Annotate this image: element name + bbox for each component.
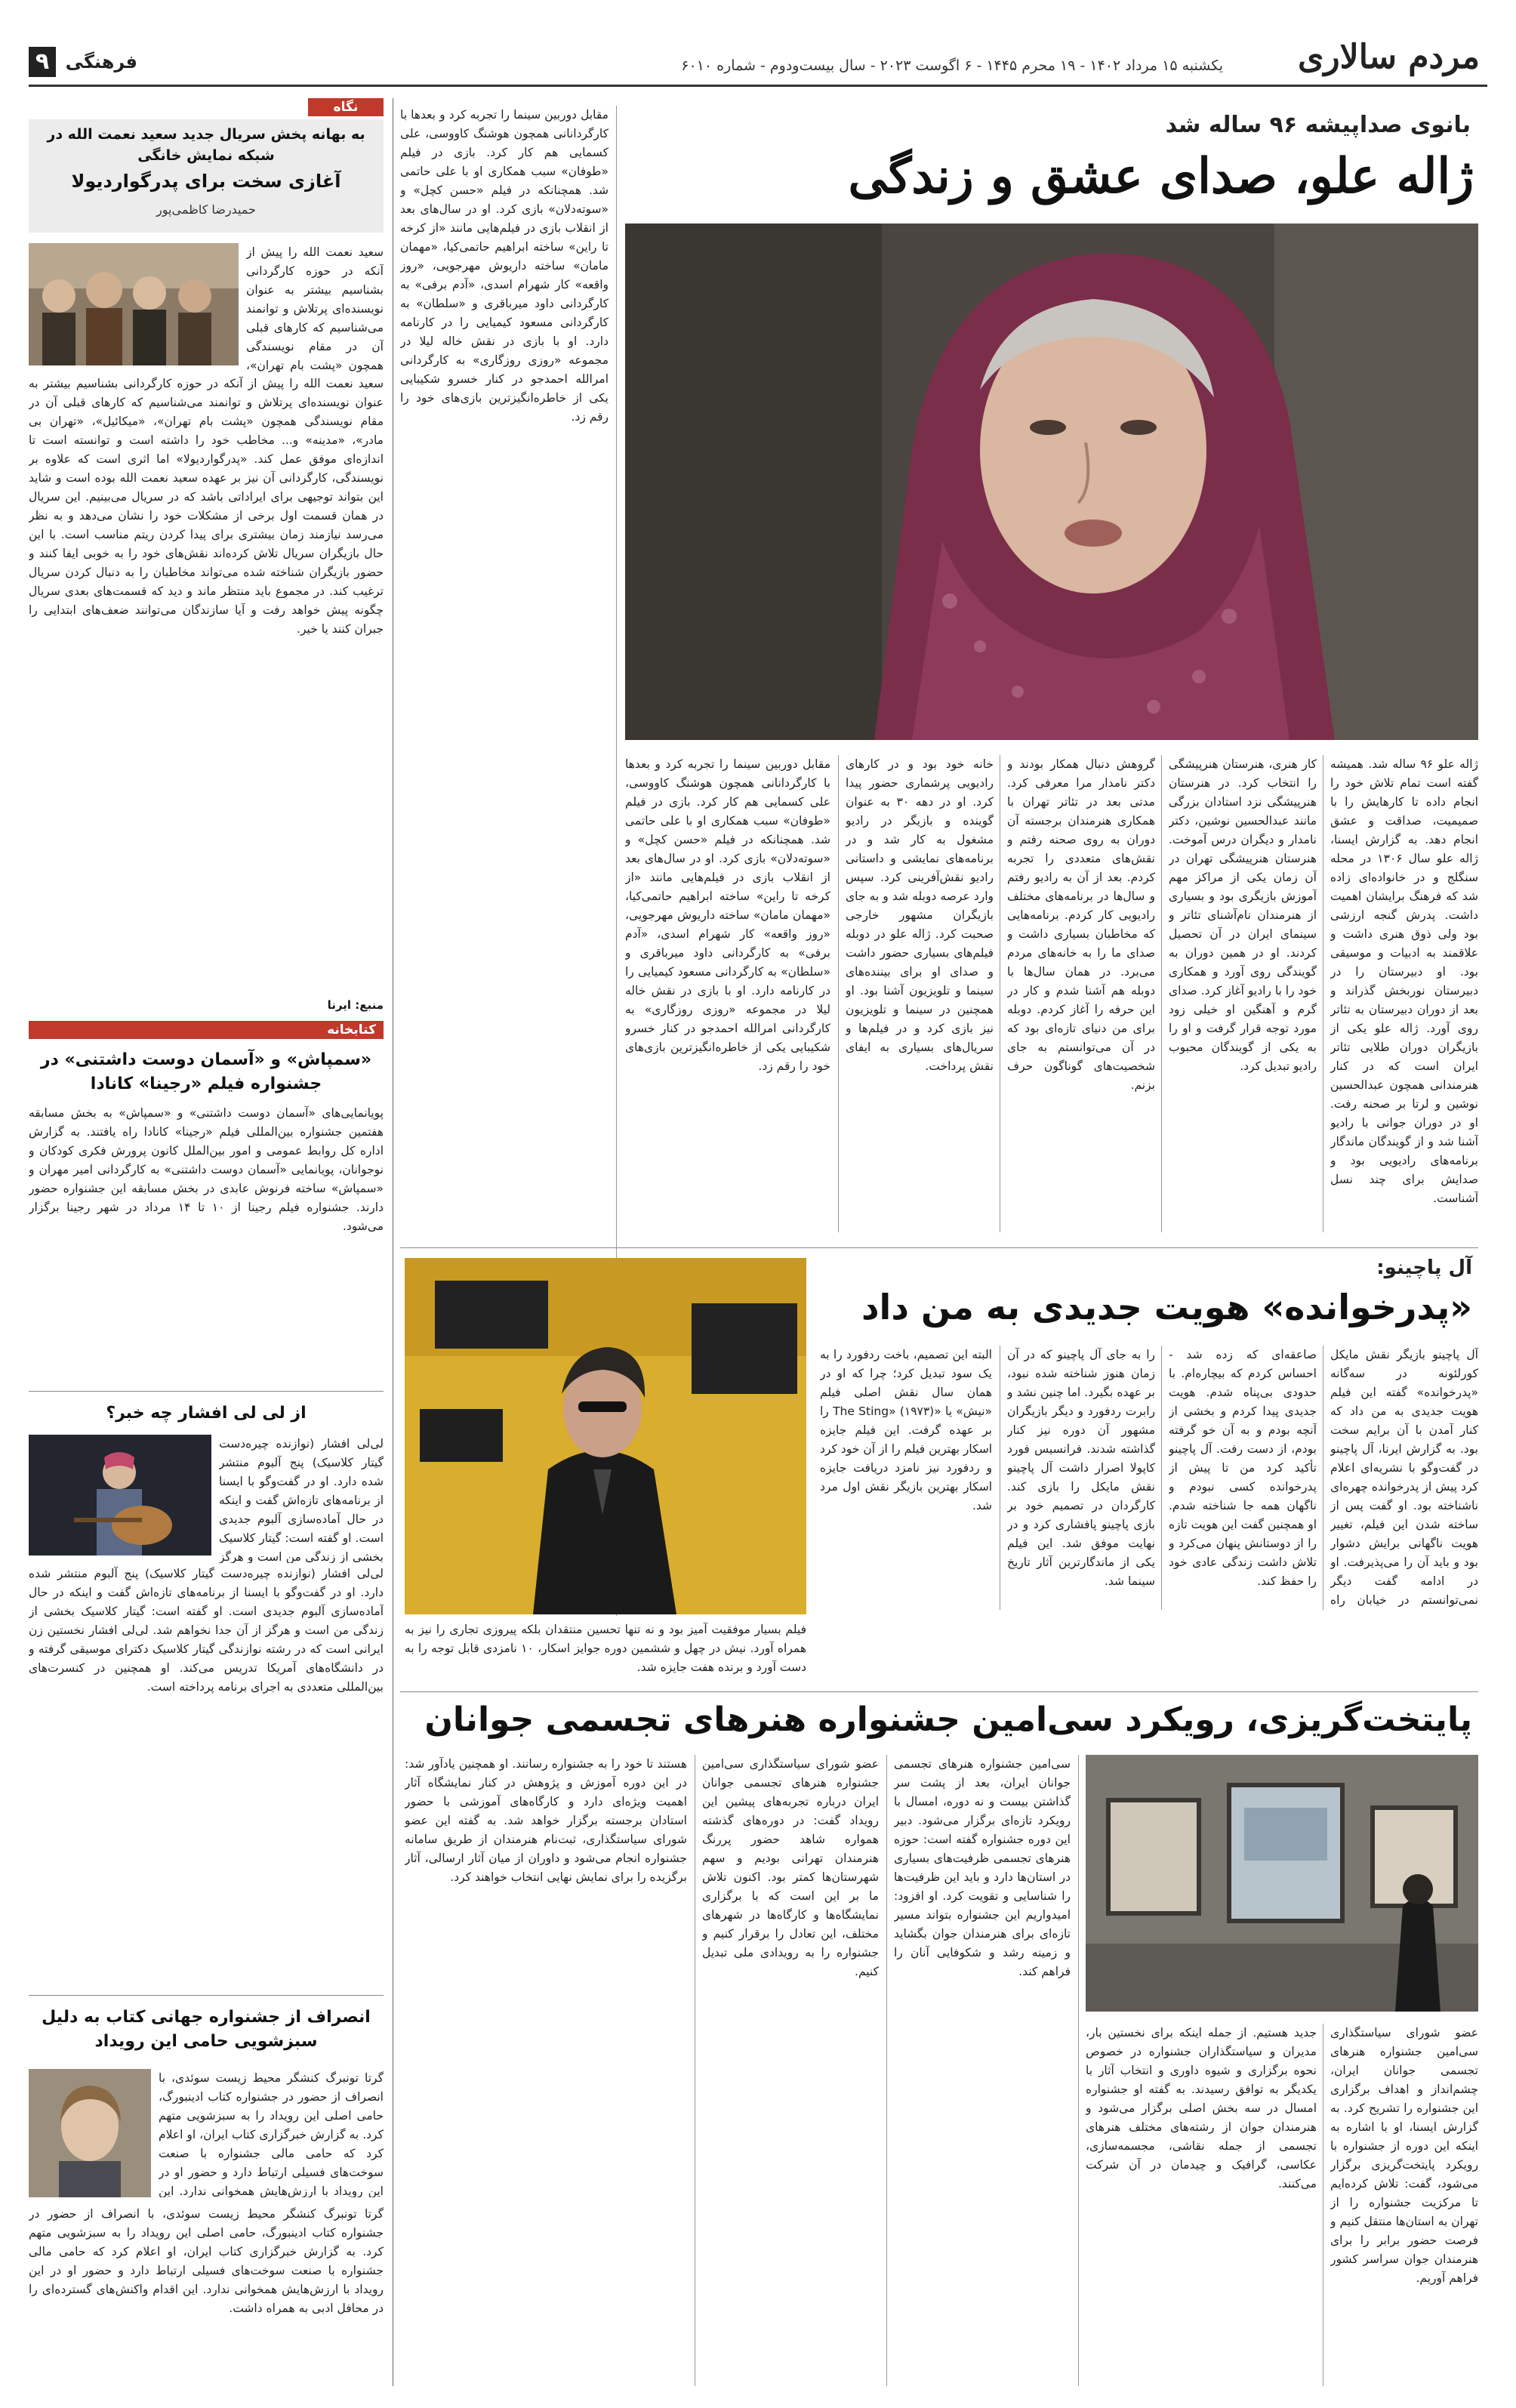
brief3-photo [29,2069,151,2197]
festival-col-4: عضو شورای سیاستگذاری سی‌امین جشنواره هنرهای تجسمی جوانان ایران درباره تجربه‌های پیشین این رویداد گفت: در دوره‌های گذشته همواره شاهد حضور پررنگ هنرمندان تهرانی بودیم و سهم شهرستان‌ها کمتر بود. اکنون تلاش ما بر این است که با برگزاری نمایشگاه‌ها و کارگاه‌ها در شهرهای مختلف، این تعادل را برقرار کنیم و جشنواره را به رویدادی ملی تبدیل کنیم. [702,1757,879,1978]
note-label: نگاه [308,98,384,116]
brief3-body-top: گرتا تونبرگ کنشگر محیط زیست سوئدی، با انصراف از حضور در جشنواره کتاب ادینبورگ، حامی اصلی این رویداد را به سبزشویی متهم کرد. به گزارش خبرگزاری کتاب ایران، او اعلام کرد که حامی مالی جشنواره با صنعت سوخت‌های فسیلی ارتباط دارد و حضور او در این رویداد با ارزش‌هایش همخوانی ندارد. این [159,2071,384,2197]
main-col-3: گروهش دنبال همکار بودند و دکتر نامدار مرا معرفی کرد. مدتی بعد در تئاتر تهران با همکاری هنرمندان برجسته آن دوران به روی صحنه رفتم و نقش‌های متعددی را تجربه کردم. بعد از آن به رادیو رفتم و سال‌ها در برنامه‌های مختلف رادیویی کار کردم. برنامه‌هایی که مخاطبان بسیاری داشت و صدای ما را به خانه‌های مردم می‌برد. در همان سال‌ها با دوبله هم آشنا شدم و کار در این حرفه را آغاز کردم. دوبله برای من دنیای تازه‌ای بود که در آن می‌توانستم به جای شخصیت‌های گوناگون حرف بزنم. [1007,757,1155,1092]
brief1-body: پویانمایی‌های «آسمان دوست داشتنی» و «سمپاش» به بخش مسابقه هفتمین جشنواره بین‌المللی فیلم «رجینا» کانادا راه یافتند. به گزارش اداره کل روابط عمومی و امور بین‌الملل کانون پرورش فکری کودکان و نوجوانان، پویانمایی «آسمان دوست داشتنی» به کارگردانی امیر مهران و «سمپاش» ساخته فرنوش عابدی در بخش مسابقه این جشنواره حضور دارند. جشنواره فیلم رجینا از ۱۰ تا ۱۴ مرداد در شهر رجینا برگزار می‌شود. [29,1106,384,1233]
portrait-illustration [625,224,1478,740]
brief-rule [29,1995,384,1996]
brief2-photo [29,1435,211,1555]
series-author: حمیدرضا کاظمی‌پور [156,202,256,217]
col-divider [838,755,839,1232]
main-col-6: مقابل دوربین سینما را تجربه کرد و بعدها با کارگردانانی همچون هوشنگ کاووسی، علی کسمایی هم کار کرد. بازی در فیلم «طوفان» سبب همکاری او با علی حاتمی شد. همچنانکه در فیلم «حسن کچل» و «سوته‌دلان» بازی کرد. او در سال‌های بعد از انقلاب بازی در فیلم‌هایی مانند «از کرخه تا راین» ساخته ابراهیم حاتمی‌کیا، «مهمان مامان» ساخته داریوش مهرجویی، «روز واقعه» کار شهرام اسدی، «آدم برفی» به کارگردانی داود میرباقری و «سلطان» به کارگردانی مسعود کیمیایی را در کارنامه دارد. او با بازی در نقش خاله لیلا در مجموعه «روزی روزگاری» به کارگردانی امرالله احمدجو در کنار خسرو شکیبایی یکی از خاطره‌انگیزترین بازی‌های خود را رقم زد. [400,108,609,424]
brief2-body: لی‌لی افشار (نوازنده چیره‌دست گیتار کلاسیک) پنج آلبوم منتشر شده دارد. او در گفت‌وگو با ایسنا از برنامه‌های تازه‌اش گفت و اینکه در حال آماده‌سازی آلبوم جدیدی است. او گفته است: گیتار کلاسیک بخشی از زندگی من است و هرگز از آن جدا نخواهم شد. لی‌لی افشار نخستین زن ایرانی است که در رشته نوازندگی گیتار کلاسیک دکترای موسیقی گرفته و در دانشگاه‌های آمریکا تدریس می‌کند. او همچنین در کنسرت‌های بین‌المللی متعددی به اجرای برنامه پرداخته است. [29,1567,384,1694]
brief3-body: گرتا تونبرگ کنشگر محیط زیست سوئدی، با انصراف از حضور در جشنواره کتاب ادینبورگ، حامی اصلی این رویداد را به سبزشویی متهم کرد. به گزارش خبرگزاری کتاب ایران، او اعلام کرد که حامی مالی جشنواره با صنعت سوخت‌های فسیلی ارتباط دارد و حضور او در این رویداد با ارزش‌هایش همخوانی ندارد. این اقدام واکنش‌های گسترده‌ای را در محافل ادبی به همراه داشت. [29,2207,384,2315]
brief2-title: از لی لی افشار چه خبر؟ [106,1404,307,1423]
festival-col-5: هستند تا خود را به جشنواره رسانند. او همچنین یادآور شد: در این دوره آموزش و پژوهش در کنار نمایشگاه آثار اهمیت ویژه‌ای دارد و کارگاه‌های آموزشی با حضور استادان برجسته برگزار خواهد شد. به گفته این عضو شورای سیاستگذاری، ثبت‌نام هنرمندان از طریق سامانه جشنواره انجام می‌شود و داوران از میان آثار ارسالی، آثار برگزیده را برای نمایش نهایی انتخاب خواهند کرد. [405,1757,687,1884]
main-title: ژاله علو، صدای عشق و زندگی [848,148,1474,205]
series-body-top: سعید نعمت الله را پیش از آنکه در حوزه کارگردانی بشناسیم بیشتر به عنوان نویسنده‌ای پرتلاش و توانمند می‌شناسیم که کارهای قبلی آن در مقام نویسندگی همچون «پشت بام تهران»، [246,245,384,372]
main-col-5: مقابل دوربین سینما را تجربه کرد و بعدها با کارگردانانی همچون هوشنگ کاووسی، علی کسمایی هم کار کرد. بازی در فیلم «طوفان» سبب همکاری او با علی حاتمی شد. همچنانکه در فیلم «حسن کچل» و «سوته‌دلان» بازی کرد. او در سال‌های بعد از انقلاب بازی در فیلم‌هایی مانند «از کرخه تا راین» ساخته ابراهیم حاتمی‌کیا، «مهمان مامان» ساخته داریوش مهرجویی، «روز واقعه» کار شهرام اسدی، «آدم برفی» به کارگردانی داود میرباقری و «سلطان» به کارگردانی مسعود کیمیایی را در کارنامه دارد. او با بازی در نقش خاله لیلا در مجموعه «روزی روزگاری» به کارگردانی امرالله احمدجو در کنار خسرو شکیبایی یکی از خاطره‌انگیزترین بازی‌های خود را رقم زد. [625,757,830,1073]
brief2-body-top: لی‌لی افشار (نوازنده چیره‌دست گیتار کلاسیک) پنج آلبوم منتشر شده دارد. او در گفت‌وگو با ایسنا از برنامه‌های تازه‌اش گفت و اینکه در حال آماده‌سازی آلبوم جدیدی است. او گفته است: گیتار کلاسیک بخشی از زندگی من است و هرگز [219,1437,384,1563]
series-headline: آغازی سخت برای پدرگواردیولا [71,171,341,192]
col-divider [1161,755,1162,1232]
main-col-2: کار هنری، هنرستان هنرپیشگی را انتخاب کرد. در هنرستان هنرپیشگی نزد استادان بزرگی مانند عبدالحسین نوشین، دکتر نامدار و دیگران درس آموخت. هنرستان هنرپیشگی تهران در آن زمان یکی از مراکز مهم آموزش بازیگری بود و بسیاری از هنرمندان نام‌آشنای تئاتر و سینمای ایران در آن تحصیل کردند. او در همین دوران به گویندگی روی آورد و همکاری خود را با رادیو آغاز کرد. صدای گرم و آهنگین او خیلی زود مورد توجه قرار گرفت و او را به یکی از گویندگان محبوب رادیو تبدیل کرد. [1169,757,1317,1073]
masthead-rule [29,85,1487,87]
pacino-illustration [405,1258,806,1614]
festival-col-1: عضو شورای سیاستگذاری سی‌امین جشنواره هنرهای تجسمی جوانان ایران، چشم‌انداز و اهداف برگزاری این جشنواره را تشریح کرد. به گزارش ایسنا، او با اشاره به اینکه این دوره از جشنواره با رویکرد پایتخت‌گریزی برگزار می‌شود، گفت: تلاش کرده‌ایم تا مرکزیت جشنواره را از تهران به استان‌ها منتقل کنیم و فرصت حضور برابر را برای هنرمندان جوان سراسر کشور فراهم آوریم. [1330,2026,1478,2285]
pacino-col-1: آل پاچینو بازیگر نقش مایکل کورلئونه در سه‌گانه «پدرخوانده» گفته این فیلم هویت جدیدی به من داد که کنار آمدن با آن برایم سخت بود. به گزارش ایرنا، آل پاچینو در گفت‌وگو با نشریه‌ای اعلام کرد پیش از پدرخوانده چهره‌ای ناشناخته بود. او گفت پس از ساخته شدن این فیلم، تغییر هویت ناگهانی برایش دشوار بود و باید آن را می‌پذیرفت. او در ادامه گفت دیگر نمی‌توانستم در خیابان راه [1330,1348,1478,1607]
col-divider [1078,1755,1079,2386]
festival-col-2: جدید هستیم. از جمله اینکه برای نخستین بار، مدیران و سیاستگذاران جشنواره در خصوص نحوه برگزاری و شیوه داوری و انتخاب آثار با یکدیگر به توافق رسیدند. به گفته او جشنواره امسال در سه بخش اصلی برگزار می‌شود و هنرمندان جوان از رشته‌های مختلف هنرهای تجسمی از جمله نقاشی، مجسمه‌سازی، عکاسی، گرافیک و چیدمان در آن شرکت می‌کنند. [1086,2026,1317,2191]
pacino-col-3: را به جای آل پاچینو که در آن زمان هنوز شناخته شده نبود، بر عهده بگیرد. اما چنین نشد و رابرت ردفورد و دیگر بازیگران مشهور آن دوره نیز کنار گذاشته شدند. فرانسیس فورد کاپولا اصرار داشت آل پاچینو نقش مایکل را بازی کند. کارگردان در تصمیم خود بر بازی پاچینو پافشاری کرد و در نهایت موفق شد. این فیلم یکی از ماندگارترین آثار تاریخ سینما شد. [1007,1348,1155,1588]
col-divider [886,1755,887,2386]
main-kicker: بانوی صداپیشه ۹۶ ساله شد [1165,112,1471,138]
issue-line: یکشنبه ۱۵ مرداد ۱۴۰۲ - ۱۹ محرم ۱۴۴۵ - ۶ اگوست ۲۰۲۳ - سال بیست‌ودوم - شماره ۶۰۱۰ [681,57,1223,74]
page-number-box [29,47,56,77]
brief-label: کتابخانه [29,1021,384,1039]
masthead-logo: مردم سالاری [1297,38,1480,76]
brief3-title: انصراف از جشنواره جهانی کتاب به دلیل سبزشویی حامی این رویداد [42,2008,371,2051]
guitarist-illustration [29,1435,211,1555]
gallery-illustration [1086,1755,1478,2012]
festival-photo [1086,1755,1478,2012]
main-photo [625,224,1478,740]
pacino-col-4: البته این تصمیم، باخت ردفورد را به یک سود تبدیل کرد؛ چرا که او در همان سال نقش اصلی فیلم «نیش» یا «The Sting» (۱۹۷۳) را بر عهده گرفت. این فیلم جایزه اسکار بهترین فیلم را از آن خود کرد و ردفورد نیز نامزد دریافت جایزه اسکار بهترین بازیگر نقش اول مرد شد. [820,1348,992,1512]
page-number: ۹ [35,48,50,75]
main-col-4: خانه خود بود و در کارهای رادیویی پرشماری حضور پیدا کرد. او در دهه ۳۰ به عنوان گوینده و بازیگر در رادیو مشغول به کار شد و در برنامه‌های نمایشی و داستانی رادیو نقش‌آفرینی کرد. سپس وارد عرصه دوبله شد و به جای بازیگران مشهور خارجی صحبت کرد. ژاله علو در دوبله فیلم‌های بسیاری حضور داشت و صدای او برای بیننده‌های سینما و تلویزیون آشنا بود. او همچنین در سینما و تلویزیون نیز بازی کرد و در فیلم‌ها و سریال‌های بسیاری به ایفای نقش پرداخت. [846,757,994,1073]
brief-rule [29,1391,384,1392]
pacino-photo [405,1258,806,1614]
series-source: منبع: ایرنا [327,998,384,1012]
main-col-1: ژاله علو ۹۶ ساله شد. همیشه گفته است تمام تلاش خود را انجام داده تا کارهایش را با صمیمیت، صداقت و عشق انجام دهد. به گزارش ایسنا، ژاله علو سال ۱۳۰۶ در محله سنگلج و در خانواده‌ای زاده شد که فرهنگ برایشان اهمیت داشت. پدرش گنجه ارزشی بود ولی ذوق هنری داشت و علاقمند به ادبیات و موسیقی بود. او دبیرستان را در دبیرستان نوربخش گذراند و بعد از دوران دبیرستان به تئاتر روی آورد. ژاله علو یکی از بازیگران دوران طلایی تئاتر ایران است که در کنار هنرمندانی همچون عبدالحسین نوشین و لرتا بر صحنه رفت. او در دوران جوانی با رادیو آشنا شد و از گویندگان ماندگار برنامه‌های رادیویی بود و صدایش برای چند نسل آشناست. [1330,757,1478,1205]
pacino-kicker: آل پاچینو: [1376,1256,1472,1279]
section-rule [400,1691,1478,1692]
series-photo [29,243,239,365]
section-label: فرهنگی [65,51,137,72]
pacino-col-2: صاعقه‌ای که زده شد - احساس کردم که بیچاره‌ام. با حدودی بی‌پناه شدم. هویت جدیدی پیدا کردم و بخشی از آنچه بودم و به آن خو گرفته بودم، از دست رفت. آل پاچینو تأکید کرد من تا پیش از پدرخوانده کسی نبودم و ناگهان همه جا شناخته شدم. او همچنین گفت این هویت تازه را از دوستانش پنهان می‌کرد و تلاش داشت زندگی عادی خود را حفظ کند. [1169,1348,1317,1588]
series-poster-illustration [29,243,239,365]
activist-illustration [29,2069,151,2197]
col-divider [1161,1346,1162,1610]
brief1-title: «سمپاش» و «آسمان دوست داشتنی» در جشنواره فیلم «رجینا» کانادا [40,1050,372,1093]
pacino-col-5: فیلم بسیار موفقیت آمیز بود و نه تنها تحسین منتقدان بلکه پیروزی تجاری را نیز به همراه آورد. نیش در چهل و ششمین دوره جوایز اسکار، ۱۰ نامزدی قابل توجه را به دست آورد و برنده هفت جایزه شد. [405,1623,806,1674]
pacino-title: «پدرخوانده» هویت جدیدی به من داد [861,1287,1472,1327]
series-body: سعید نعمت الله را پیش از آنکه در حوزه کارگردانی بشناسیم بیشتر به عنوان نویسنده‌ای پرتلاش و توانمند می‌شناسیم که کارهای قبلی آن در مقام نویسندگی همچون «پشت بام تهران»، «میکائیل»، «تهران بی مادر»، «مدینه» و... مخاطب خود را داشته است و توانسته است تا اندازه‌ای موفق عمل کند. «پدرگواردیولا» اما اثری است که علاوه بر نویسندگی، کارگردانی آن نیز بر عهده سعید نعمت الله بوده است و شاید این بتواند توجیهی برای ایراداتی باشد که در سریال می‌بینیم. این سریال در همان قسمت اول برخی از مشکلات خود را نشان می‌دهد و به نظر می‌رسد نیازمند زمان بیشتری برای پیدا کردن ریتم مناسب است. با این حال بازیگران سریال تلاش کرده‌اند نقش‌های خود را به خوبی ایفا کنند و حضور بازیگران شناخته شده می‌تواند مخاطبان را به دنبال کردن سریال ترغیب کند. در مجموع باید منتظر ماند و دید که قسمت‌های بعدی سریال چگونه پیش خواهد رفت و آیا سازندگان می‌توانند ضعف‌های ابتدایی را جبران کنند یا خیر. [29,377,384,636]
festival-col-3: سی‌امین جشنواره هنرهای تجسمی جوانان ایران، بعد از پشت سر گذاشتن بیست و نه دوره، امسال با رویکرد تازه‌ای برگزار می‌شود. دبیر این دوره جشنواره گفته است: حوزه هنرهای تجسمی ظرفیت‌های بسیاری در استان‌ها دارد و باید این ظرفیت‌ها را شناسایی و تقویت کرد. او افزود: امیدواریم این جشنواره بتواند مسیر تازه‌ای برای هنرمندان جوان بگشاید و زمینه رشد و شکوفایی آنان را فراهم کند. [894,1757,1071,1978]
series-kicker: به بهانه پخش سریال جدید سعید نعمت الله در شبکه نمایش خانگی [47,126,365,164]
festival-title: پایتخت‌گریزی، رویکرد سی‌امین جشنواره هنرهای تجسمی جوانان [424,1700,1472,1739]
section-rule [400,1247,1478,1248]
